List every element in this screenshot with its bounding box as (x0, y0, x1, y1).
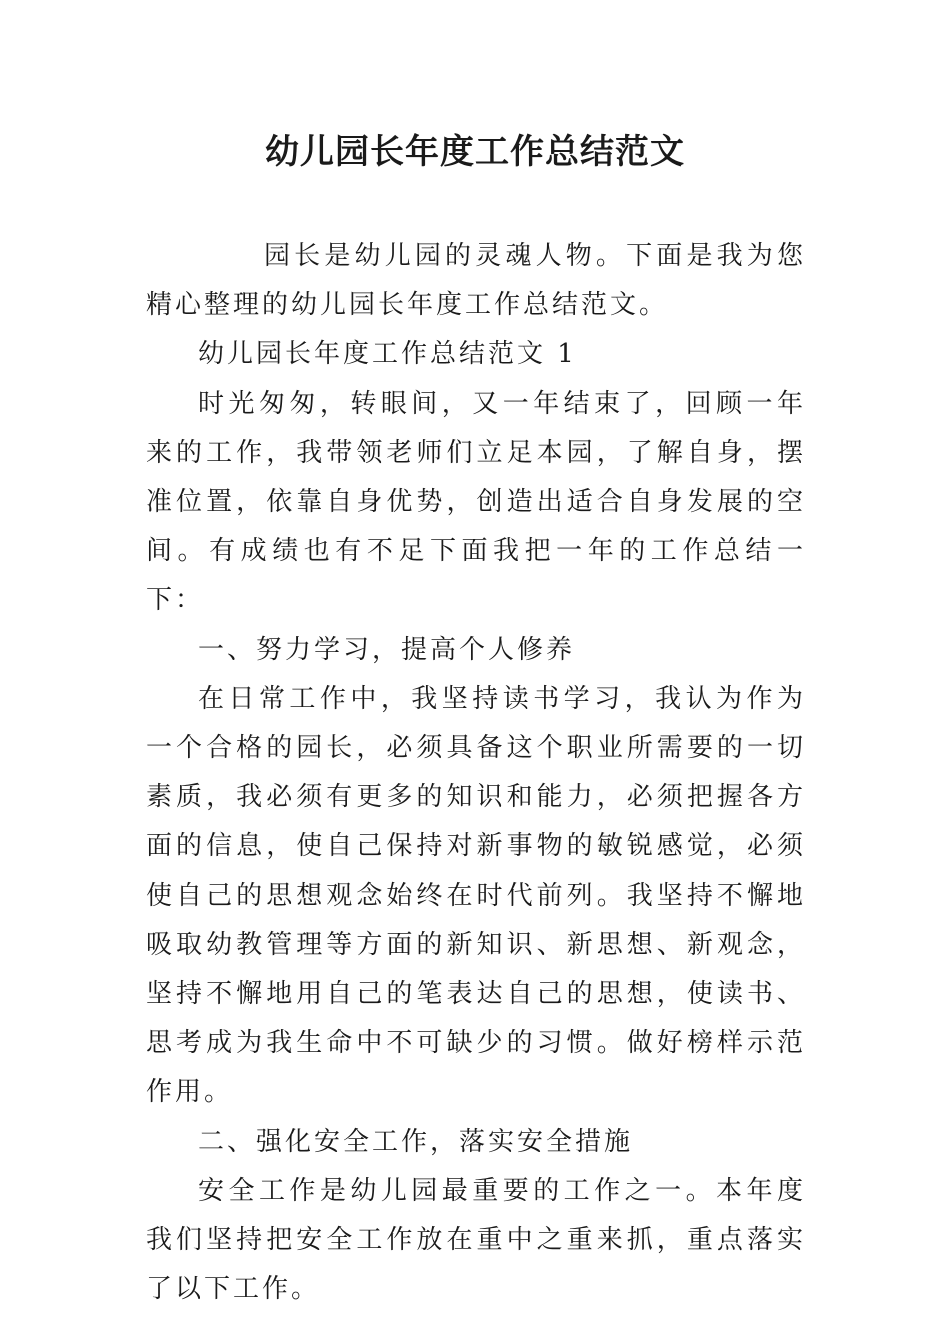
body-paragraph: 安全工作是幼儿园最重要的工作之一。本年度我们坚持把安全工作放在重中之重来抓，重点落实了以下工作。 (146, 1175, 806, 1305)
section-heading-sample-1: 幼儿园长年度工作总结范文 1 (198, 339, 577, 370)
intro-paragraph: 园长是幼儿园的灵魂人物。下面是我为您精心整理的幼儿园长年度工作总结范文。 (146, 241, 806, 321)
section-heading-study: 一、努力学习，提高个人修养 (198, 634, 576, 665)
body-paragraph: 在日常工作中，我坚持读书学习，我认为作为一个合格的园长，必须具备这个职业所需要的一切素质，我必须有更多的知识和能力，必须把握各方面的信息，使自己保持对新事物的敏锐感觉，必须使自己的思想观念始终在时代前列。我坚持不懈地吸取幼教管理等方面的新知识、新思想、新观念，坚持不懈地用自己的笔表达自己的思想，使读书、思考成为我生命中不可缺少的习惯。做好榜样示范作用。 (146, 683, 806, 1108)
section-heading-safety: 二、强化安全工作，落实安全措施 (198, 1126, 634, 1157)
document-body (146, 232, 806, 1314)
document-title: 幼儿园长年度工作总结范文 (265, 132, 685, 172)
body-paragraph: 时光匆匆，转眼间，又一年结束了，回顾一年来的工作，我带领老师们立足本园，了解自身，摆准位置，依靠自身优势，创造出适合自身发展的空间。有成绩也有不足下面我把一年的工作总结一下： (146, 388, 806, 616)
